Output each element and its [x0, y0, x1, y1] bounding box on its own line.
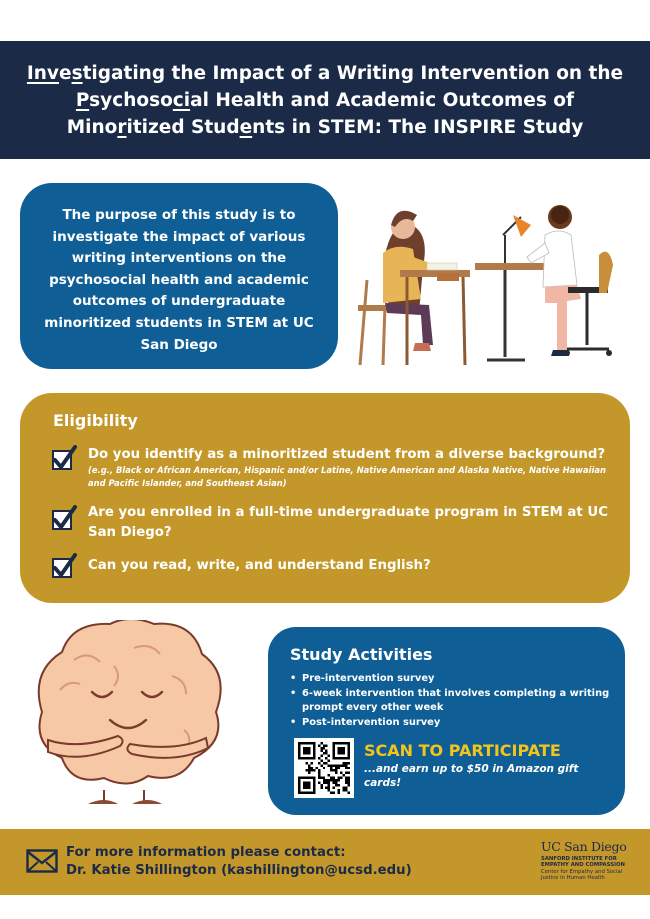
scan-incentive-text: ...and earn up to $50 in Amazon gift cards!	[364, 763, 579, 789]
eligibility-box	[20, 393, 630, 603]
logo-center-text: Center for Empathy and Social Justice in Human Health	[541, 868, 623, 882]
contact-email[interactable]: Dr. Katie Shillington (kashillington@ucsd.edu)	[66, 863, 412, 878]
checkbox-icon	[50, 505, 78, 531]
study-activities-box	[268, 627, 625, 815]
mail-icon	[26, 849, 58, 873]
purpose-box	[20, 183, 338, 369]
list-item: • Pre-intervention survey	[290, 672, 610, 687]
qr-code[interactable]	[294, 738, 354, 798]
eligibility-question-2	[88, 503, 608, 543]
title-line-2: Psychosocial Health and Academic Outcomes of	[75, 90, 575, 111]
contact-heading: For more information please contact:	[66, 845, 346, 860]
list-item: • 6-week intervention that involves completing a writing prompt every other week	[290, 687, 610, 716]
page-header	[0, 41, 650, 159]
study-activities-list	[290, 672, 610, 730]
title-line-3: Minoritized Students in STEM: The INSPIRE Study	[66, 117, 584, 138]
checkbox-icon	[50, 445, 78, 471]
eligibility-question-2-line-2: San Diego?	[88, 525, 172, 540]
eligibility-question-3: Can you read, write, and understand English?	[88, 558, 431, 573]
students-studying-illustration	[355, 195, 630, 370]
study-activities-title: Study Activities	[290, 645, 433, 664]
logo-main-text: UC San Diego	[541, 839, 627, 854]
purpose-text: The purpose of this study is to investigate the impact of various writing interventions on the psychosocial health and academic outcomes of undergraduate minoritized students in STEM at UC San Diego	[44, 207, 314, 353]
title-line-1: Investigating the Impact of a Writing Intervention on the	[26, 63, 624, 84]
list-item: • Post-intervention survey	[290, 716, 610, 731]
contact-footer	[0, 829, 650, 895]
ucsd-logo	[541, 839, 641, 882]
eligibility-question-2-line-1: Are you enrolled in a full-time undergraduate program in STEM at UC	[88, 505, 608, 520]
checkbox-icon	[50, 553, 78, 579]
eligibility-question-1: Do you identify as a minoritized student from a diverse background?	[88, 447, 606, 462]
eligibility-question-1-note: (e.g., Black or African American, Hispanic and/or Latine, Native American and Alaska Native, Native Hawaiian and Pacific Islander, and Southeast Asian)	[88, 465, 606, 488]
logo-institute-text: SANFORD INSTITUTE FOR EMPATHY AND COMPASSION	[541, 856, 625, 869]
brain-hug-illustration	[22, 620, 232, 815]
scan-to-participate-heading: SCAN TO PARTICIPATE	[364, 741, 561, 760]
eligibility-title: Eligibility	[53, 411, 138, 430]
